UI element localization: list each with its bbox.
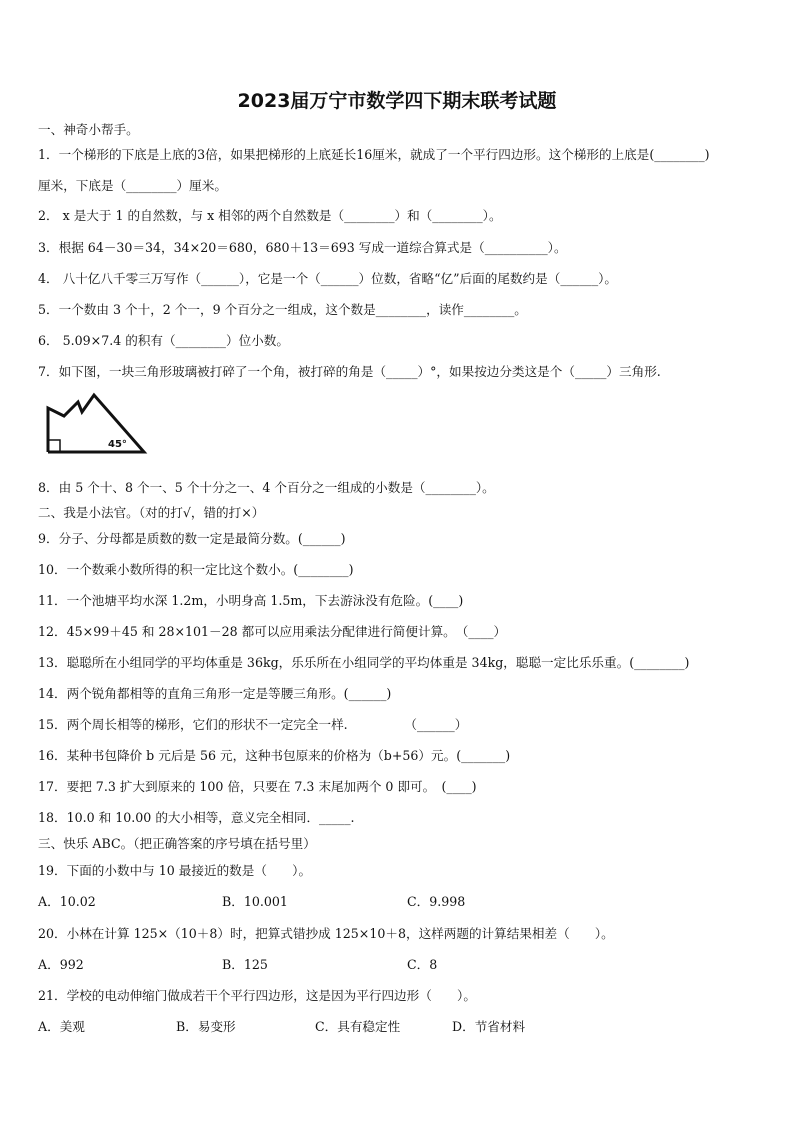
question-3: 3．根据 64－30＝34，34×20＝680，680＋13＝693 写成一道综合算式是（__________）。: [38, 240, 567, 255]
q20-option-a: A．992: [38, 957, 84, 972]
question-13: 13．聪聪所在小组同学的平均体重是 36kg，乐乐所在小组同学的平均体重是 34kg，聪聪一定比乐乐重。(________): [38, 655, 690, 670]
section-2-heading: 二、我是小法官。（对的打√，错的打×）: [38, 505, 265, 520]
question-19: 19．下面的小数中与 10 最接近的数是（ ）。: [38, 863, 312, 878]
question-11: 11．一个池塘平均水深 1.2m，小明身高 1.5m，下去游泳没有危险。(____): [38, 593, 464, 608]
angle-label: 45°: [108, 439, 127, 450]
q19-option-a: A．10.02: [38, 894, 96, 909]
question-16: 16．某种书包降价 b 元后是 56 元，这种书包原来的价格为（b+56）元。(_______): [38, 748, 511, 763]
q20-option-b: B．125: [222, 957, 268, 972]
page-title: 2023届万宁市数学四下期末联考试题: [237, 90, 557, 112]
question-5: 5．一个数由 3 个十，2 个一，9 个百分之一组成，这个数是________，读作________。: [38, 302, 527, 317]
q21-option-a: A．美观: [38, 1019, 85, 1034]
triangle-outline: [48, 395, 144, 452]
question-10: 10．一个数乘小数所得的积一定比这个数小。(________): [38, 562, 354, 577]
q21-option-c: C．具有稳定性: [315, 1019, 401, 1034]
question-12: 12．45×99＋45 和 28×101－28 都可以应用乘法分配律进行简便计算。 （____）: [38, 624, 507, 639]
question-14: 14．两个锐角都相等的直角三角形一定是等腰三角形。(______): [38, 686, 392, 701]
question-18: 18．10.0 和 10.00 的大小相等，意义完全相同．_____.: [38, 810, 355, 825]
section-3-heading: 三、快乐 ABC。（把正确答案的序号填在括号里）: [38, 836, 316, 851]
right-angle-mark: [48, 440, 60, 452]
question-1-line-1: 1．一个梯形的下底是上底的3倍，如果把梯形的上底延长16厘米，就成了一个平行四边形。这个梯形的上底是(________): [38, 147, 710, 162]
q19-option-c: C．9.998: [407, 894, 466, 909]
question-6: 6． 5.09×7.4 的积有（________）位小数。: [38, 333, 289, 348]
q21-option-d: D．节省材料: [452, 1019, 526, 1034]
q19-option-b: B．10.001: [222, 894, 288, 909]
broken-triangle-figure: [44, 392, 154, 458]
question-20: 20．小林在计算 125×（10＋8）时，把算式错抄成 125×10＋8，这样两题的计算结果相差（ ）。: [38, 926, 614, 941]
question-9: 9．分子、分母都是质数的数一定是最简分数。(______): [38, 531, 346, 546]
section-1-heading: 一、神奇小帮手。: [38, 122, 139, 137]
question-21: 21．学校的电动伸缩门做成若干个平行四边形，这是因为平行四边形（ ）。: [38, 988, 476, 1003]
question-8: 8．由 5 个十、8 个一、5 个十分之一、4 个百分之一组成的小数是（________）。: [38, 480, 495, 495]
question-7: 7．如下图，一块三角形玻璃被打碎了一个角，被打碎的角是（_____）°，如果按边分类这是个（_____）三角形.: [38, 364, 661, 379]
q21-option-b: B．易变形: [176, 1019, 236, 1034]
question-17: 17．要把 7.3 扩大到原来的 100 倍，只要在 7.3 末尾加两个 0 即可。 (____): [38, 779, 477, 794]
question-2: 2． x 是大于 1 的自然数，与 x 相邻的两个自然数是（________）和（________）。: [38, 208, 502, 223]
question-4: 4． 八十亿八千零三万写作（______），它是一个（______）位数，省略“亿”后面的尾数约是（______）。: [38, 271, 618, 286]
question-1-line-2: 厘米，下底是（________）厘米。: [38, 178, 227, 193]
q20-option-c: C．8: [407, 957, 438, 972]
question-15: 15．两个周长相等的梯形，它们的形状不一定完全一样. （______）: [38, 717, 468, 732]
